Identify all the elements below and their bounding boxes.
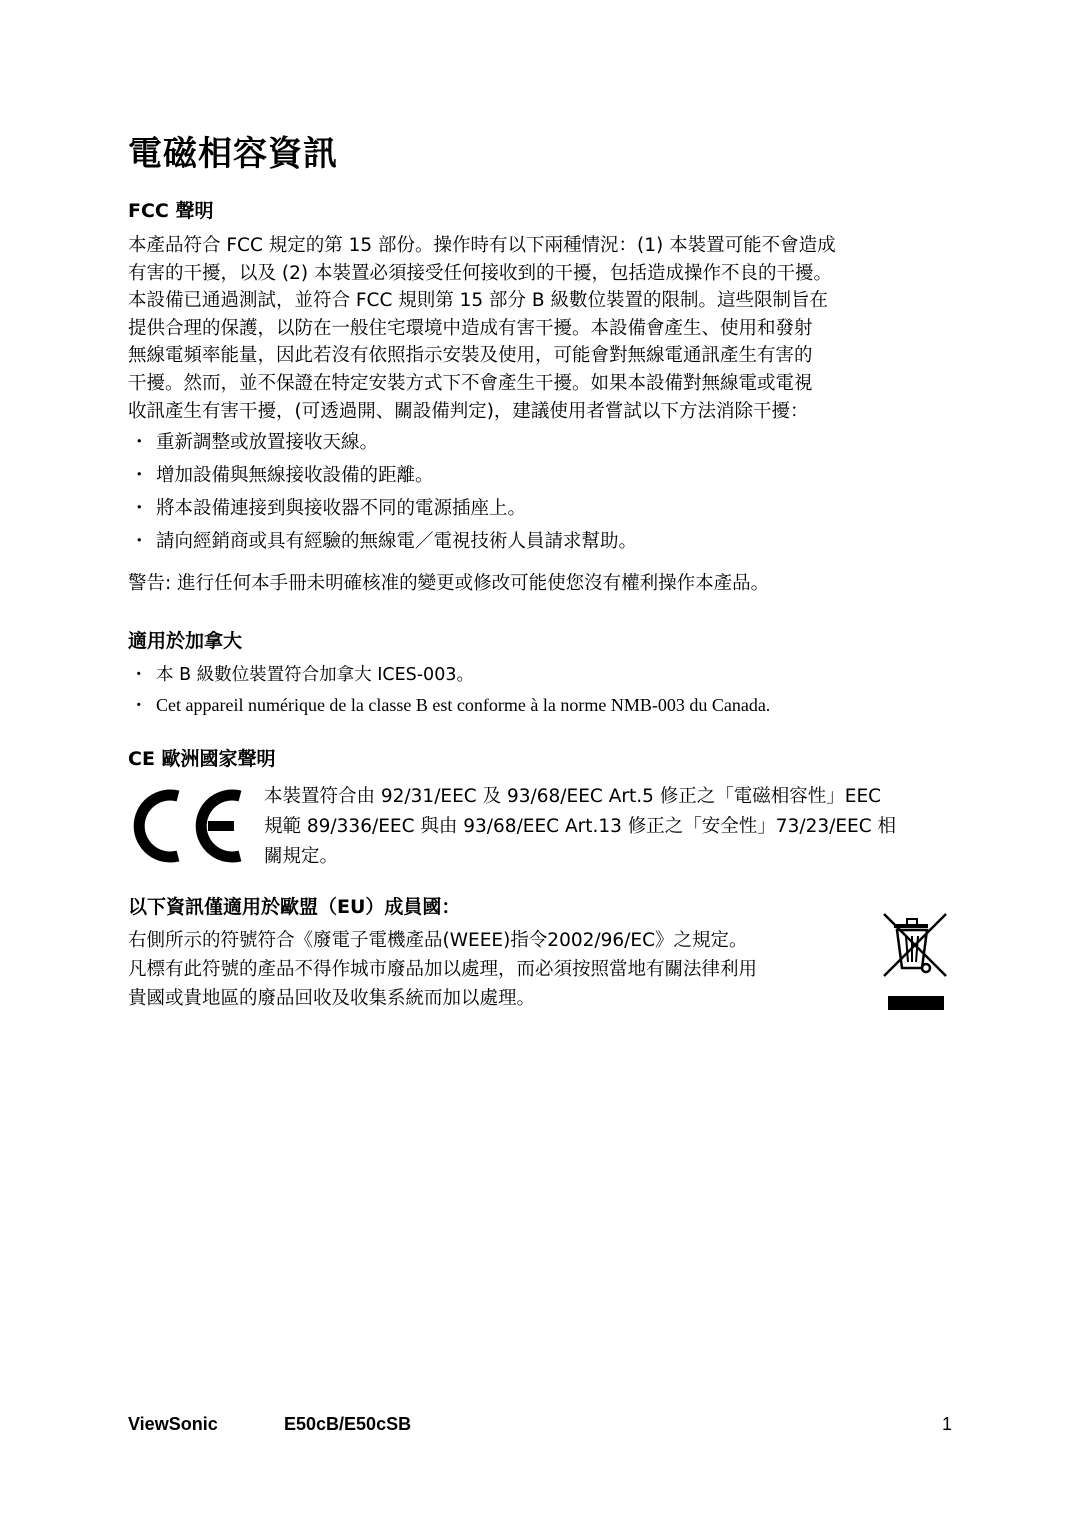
- bullet-icon: ・: [130, 432, 149, 453]
- canada-list: [130, 660, 970, 720]
- list-item: [130, 660, 970, 690]
- ce-line: 本裝置符合由 92/31/EEC 及 93/68/EEC Art.5 修正之「電磁相容性」EEC: [264, 786, 882, 807]
- page-title: 電磁相容資訊: [128, 134, 338, 174]
- eu-heading: 以下資訊僅適用於歐盟（EU）成員國：: [128, 896, 461, 918]
- fcc-heading: FCC 聲明: [128, 200, 214, 222]
- page-number: 1: [941, 1414, 952, 1434]
- bullet-icon: ・: [130, 531, 149, 552]
- fcc-warning: 警告: 進行任何本手冊未明確核准的變更或修改可能使您沒有權利操作本產品。: [128, 573, 770, 594]
- ce-mark-icon: [130, 786, 242, 866]
- bullet-icon: ・: [130, 498, 149, 519]
- list-item: [130, 426, 960, 459]
- eu-line: 右側所示的符號符合《廢電子電機產品(WEEE)指令2002/96/EC》之規定。: [128, 930, 748, 951]
- fcc-line: 收訊產生有害干擾，(可透過開、關設備判定)，建議使用者嘗試以下方法消除干擾：: [128, 400, 809, 422]
- ce-line: 規範 89/336/EEC 與由 93/68/EEC Art.13 修正之「安全性」73/23/EEC 相: [264, 816, 897, 837]
- eu-line: 凡標有此符號的產品不得作城市廢品加以處理，而必須按照當地有關法律利用: [128, 959, 758, 980]
- crossed-out-wheelie-bin-icon: [880, 910, 950, 1012]
- list-item: [130, 690, 970, 720]
- bullet-icon: ・: [130, 665, 148, 685]
- fcc-line: 本產品符合 FCC 規定的第 15 部份。操作時有以下兩種情況：(1) 本裝置可能不會造成: [128, 235, 836, 256]
- ce-paragraph: [264, 782, 958, 872]
- ce-heading: CE 歐洲國家聲明: [128, 748, 276, 770]
- list-item: [130, 459, 960, 492]
- fcc-line: 提供合理的保護，以防在一般住宅環境中造成有害干擾。本設備會產生、使用和發射: [128, 317, 813, 339]
- list-item: [130, 525, 960, 558]
- eu-paragraph: [128, 926, 878, 1013]
- fcc-bullet-list: [130, 426, 960, 558]
- canada-heading: 適用於加拿大: [128, 630, 243, 652]
- bullet-icon: ・: [130, 696, 148, 716]
- fcc-line: 無線電頻率能量，因此若沒有依照指示安裝及使用，可能會對無線電通訊產生有害的: [128, 345, 813, 367]
- ce-line: 關規定。: [264, 846, 339, 867]
- fcc-paragraph: [128, 232, 958, 425]
- footer-model: E50cB/E50cSB: [284, 1414, 412, 1434]
- bullet-icon: ・: [130, 465, 149, 486]
- list-item-text: 本 B 級數位裝置符合加拿大 ICES-003。: [156, 665, 474, 685]
- list-item-text: 重新調整或放置接收天線。: [156, 432, 379, 453]
- list-item-text: Cet appareil numérique de la classe B est conforme à la norme NMB-003 du Canada.: [156, 695, 771, 715]
- fcc-line: 干擾。然而，並不保證在特定安裝方式下不會產生干擾。如果本設備對無線電或電視: [128, 372, 813, 394]
- eu-line: 貴國或貴地區的廢品回收及收集系統而加以處理。: [128, 988, 536, 1009]
- list-item: [130, 492, 960, 525]
- fcc-line: 有害的干擾，以及 (2) 本裝置必須接受任何接收到的干擾，包括造成操作不良的干擾。: [128, 262, 832, 284]
- fcc-line: 本設備已通過測試，並符合 FCC 規則第 15 部分 B 級數位裝置的限制。這些限制旨在: [128, 290, 828, 312]
- list-item-text: 增加設備與無線接收設備的距離。: [156, 465, 434, 486]
- footer-brand: ViewSonic: [128, 1414, 218, 1434]
- list-item-text: 將本設備連接到與接收器不同的電源插座上。: [156, 498, 527, 519]
- list-item-text: 請向經銷商或具有經驗的無線電／電視技術人員請求幫助。: [156, 531, 638, 552]
